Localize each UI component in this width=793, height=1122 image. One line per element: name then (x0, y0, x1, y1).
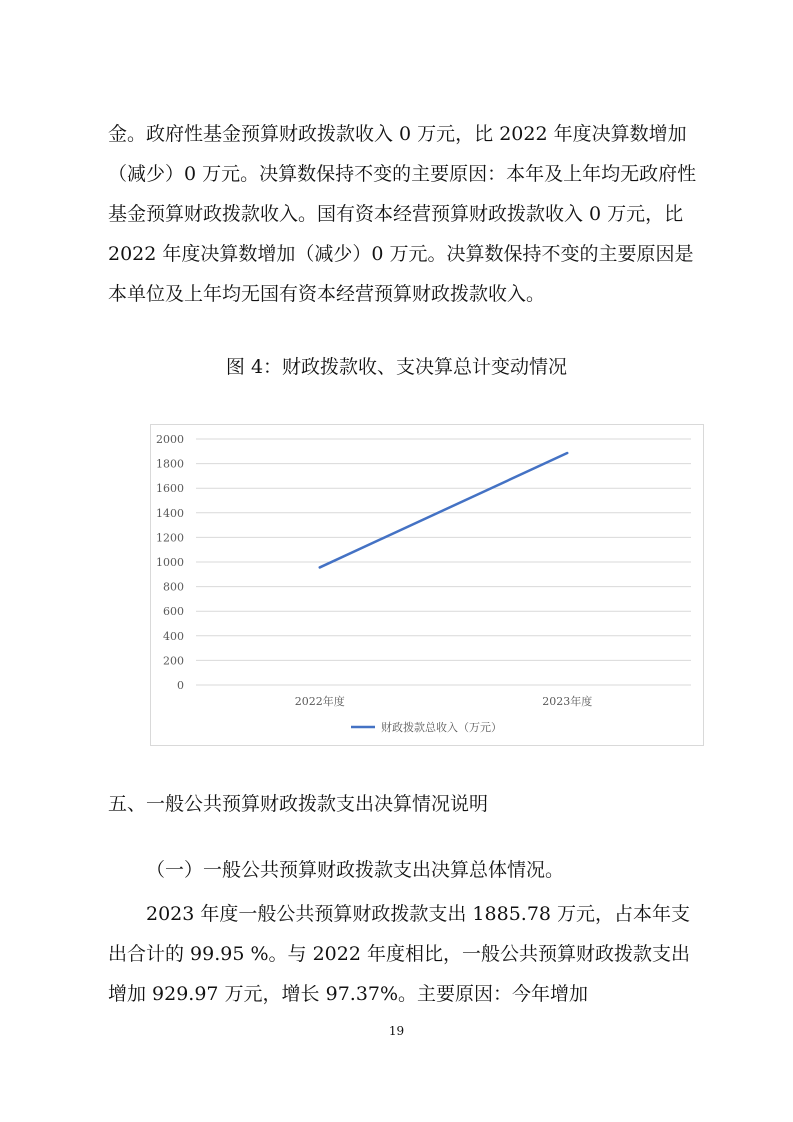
x-tick-layer (295, 694, 593, 708)
subsection-heading: （一）一般公共预算财政拨款支出决算总体情况。 (146, 859, 565, 881)
y-tick-label: 1000 (156, 556, 184, 569)
legend-label: 财政拨款总收入（万元） (381, 721, 502, 734)
legend-layer (351, 720, 502, 734)
paragraph-fund-income: 金。政府性基金预算财政拨款收入 0 万元，比 2022 年度决算数增加（减少）0 万元。决算数保持不变的主要原因：本年及上年均无政府性基金预算财政拨款收入。国有资本经营预算财政拨款收入 0 万元，比 2022 年度决算数增加（减少）0 万元。决算数保持不变的主要原因是本单位及上年均无国有资本经营预算财政拨款收入。 (108, 123, 697, 305)
y-tick-label: 400 (163, 629, 184, 643)
series-layer (320, 453, 568, 567)
y-tick-label: 2000 (156, 433, 184, 446)
y-tick-label: 1600 (156, 482, 184, 496)
y-tick-label: 0 (177, 679, 184, 692)
y-tick-label: 1800 (156, 457, 184, 471)
y-tick-label: 1400 (156, 506, 184, 520)
series-line (320, 453, 568, 567)
y-tick-label: 600 (163, 605, 184, 619)
x-tick-label: 2022年度 (294, 695, 345, 708)
section-heading: 五、一般公共预算财政拨款支出决算情况说明 (108, 793, 489, 815)
y-tick-layer (156, 433, 184, 692)
y-tick-label: 800 (163, 580, 184, 594)
figure-caption: 图 4：财政拨款收、支决算总计变动情况 (225, 356, 568, 378)
paragraph-expenditure-text: 2023 年度一般公共预算财政拨款支出 1885.78 万元，占本年支出合计的 99.95 %。与 2022 年度相比，一般公共预算财政拨款支出增加 929.97 万元，增长 97.37%。主要原因：今年增加 (108, 903, 691, 1005)
x-tick-label: 2023年度 (542, 695, 593, 708)
line-chart (150, 424, 704, 746)
page-number: 19 (388, 1024, 405, 1038)
paragraph-expenditure (108, 894, 698, 1014)
chart-svg (151, 425, 705, 747)
y-tick-label: 200 (163, 654, 184, 668)
y-tick-label: 1200 (156, 531, 184, 545)
grid-layer (196, 439, 691, 685)
